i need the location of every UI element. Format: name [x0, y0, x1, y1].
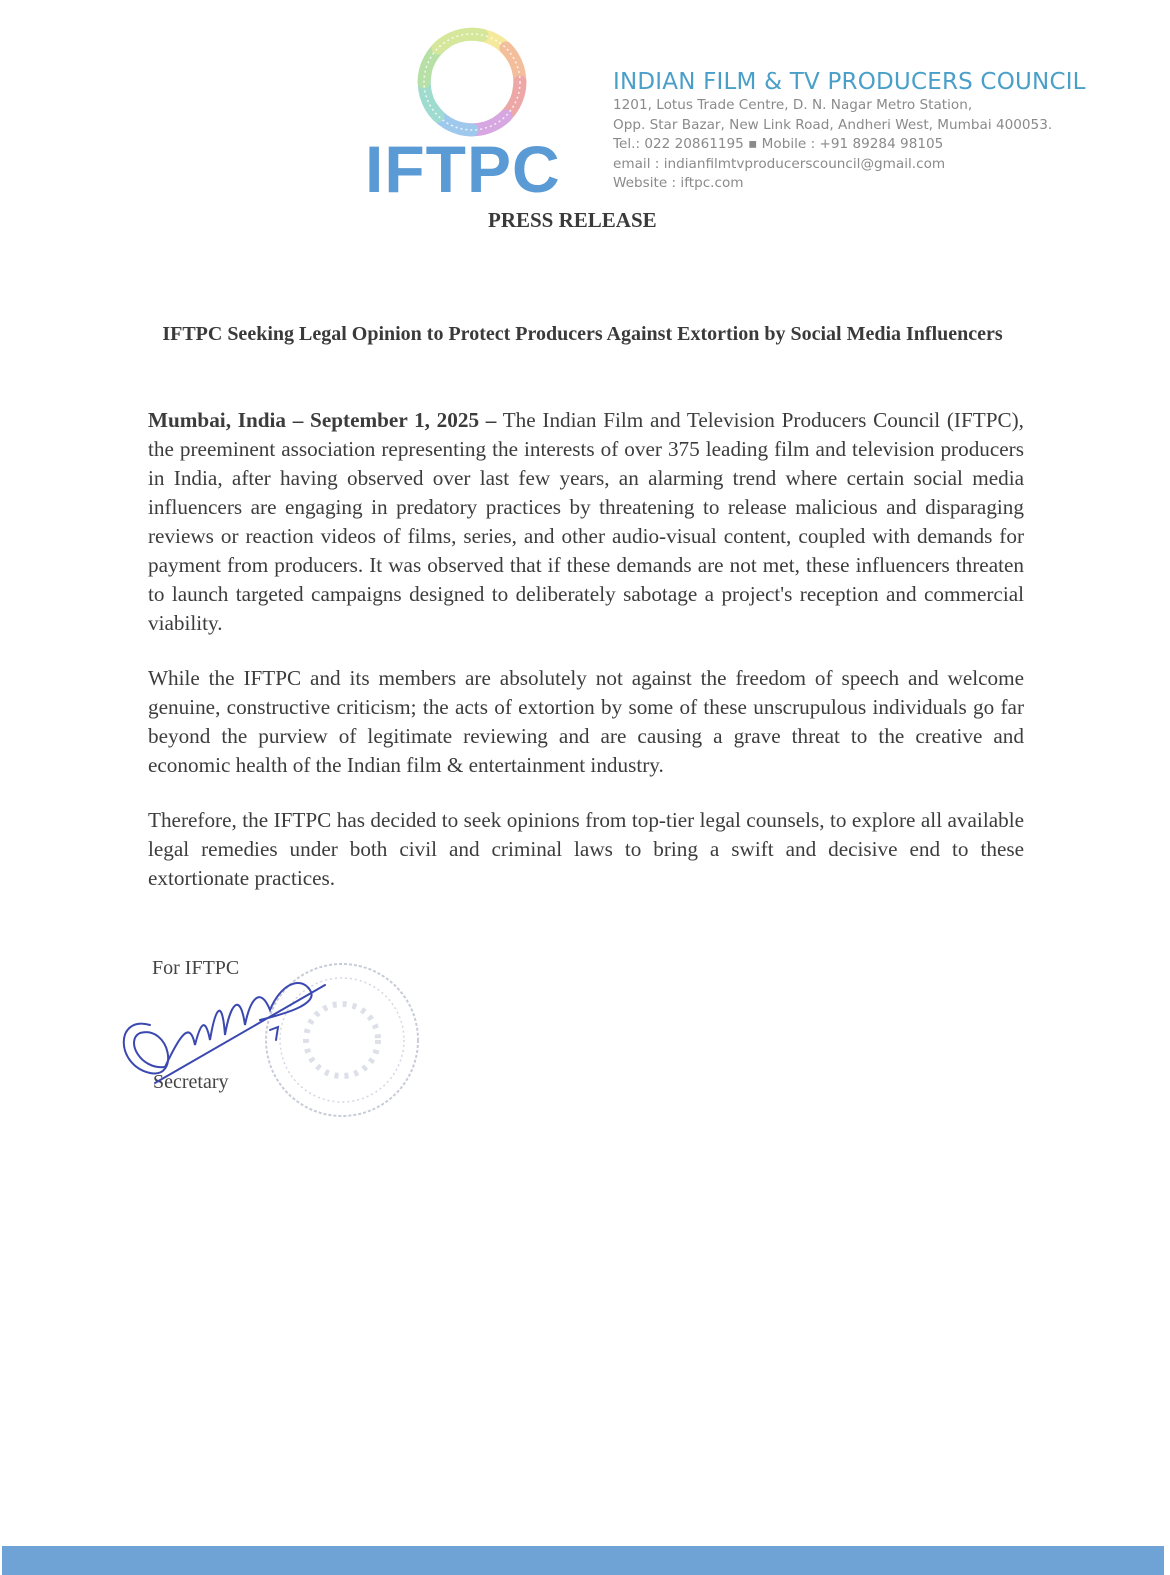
address-line-2: Opp. Star Bazar, New Link Road, Andheri West, Mumbai 400053. [613, 116, 1053, 133]
headline: IFTPC Seeking Legal Opinion to Protect Producers Against Extortion by Social Media Influencers [162, 323, 1003, 345]
paragraph-3: Therefore, the IFTPC has decided to seek opinions from top-tier legal counsels, to explore all available legal remedies under both civil and criminal laws to bring a swift and decisive end to these extortionate practices. [148, 808, 1024, 890]
phone-line: Tel.: 022 20861195 ▪ Mobile : +91 89284 98105 [613, 136, 944, 152]
paragraph-1 [148, 406, 1024, 638]
dateline: Mumbai, India – September 1, 2025 – [148, 408, 497, 432]
film-reel-swirl-icon [412, 24, 532, 142]
document-label: PRESS RELEASE [488, 208, 657, 232]
handwritten-signature [110, 955, 340, 1095]
logo-petal [438, 24, 482, 64]
letterhead-contact [613, 68, 1086, 194]
email-line: email : indianfilmtvproducerscouncil@gmail.com [613, 155, 946, 172]
org-name: INDIAN FILM & TV PRODUCERS COUNCIL [613, 69, 1086, 95]
signoff-for: For IFTPC [152, 957, 240, 979]
footer-bar [2, 1546, 1164, 1575]
website-line: Website : iftpc.com [613, 175, 744, 191]
logo-wordmark: IFTPC [365, 132, 561, 206]
address-line-1: 1201, Lotus Trade Centre, D. N. Nagar Metro Station, [613, 97, 973, 113]
signoff-title: Secretary [153, 1071, 229, 1093]
paragraph-2: While the IFTPC and its members are absolutely not against the freedom of speech and welcome genuine, constructive criticism; the acts of extortion by some of these unscrupulous individuals go far beyond the purview of legitimate reviewing and are causing a grave threat to the creative and economic health of the Indian film & entertainment industry. [148, 666, 1024, 777]
paragraph-1-text: The Indian Film and Television Producers Council (IFTPC), the preeminent association representing the interests of over 375 leading film and television producers in India, after having observed over last few years, an alarming trend where certain social media influencers are engaging in predatory practices by threatening to release malicious and disparaging reviews or reaction videos of films, series, and other audio-visual content, coupled with demands for payment from producers. It was observed that if these demands are not met, these influencers threaten to launch targeted campaigns designed to deliberately sabotage a project's reception and commercial viability. [148, 408, 1024, 635]
